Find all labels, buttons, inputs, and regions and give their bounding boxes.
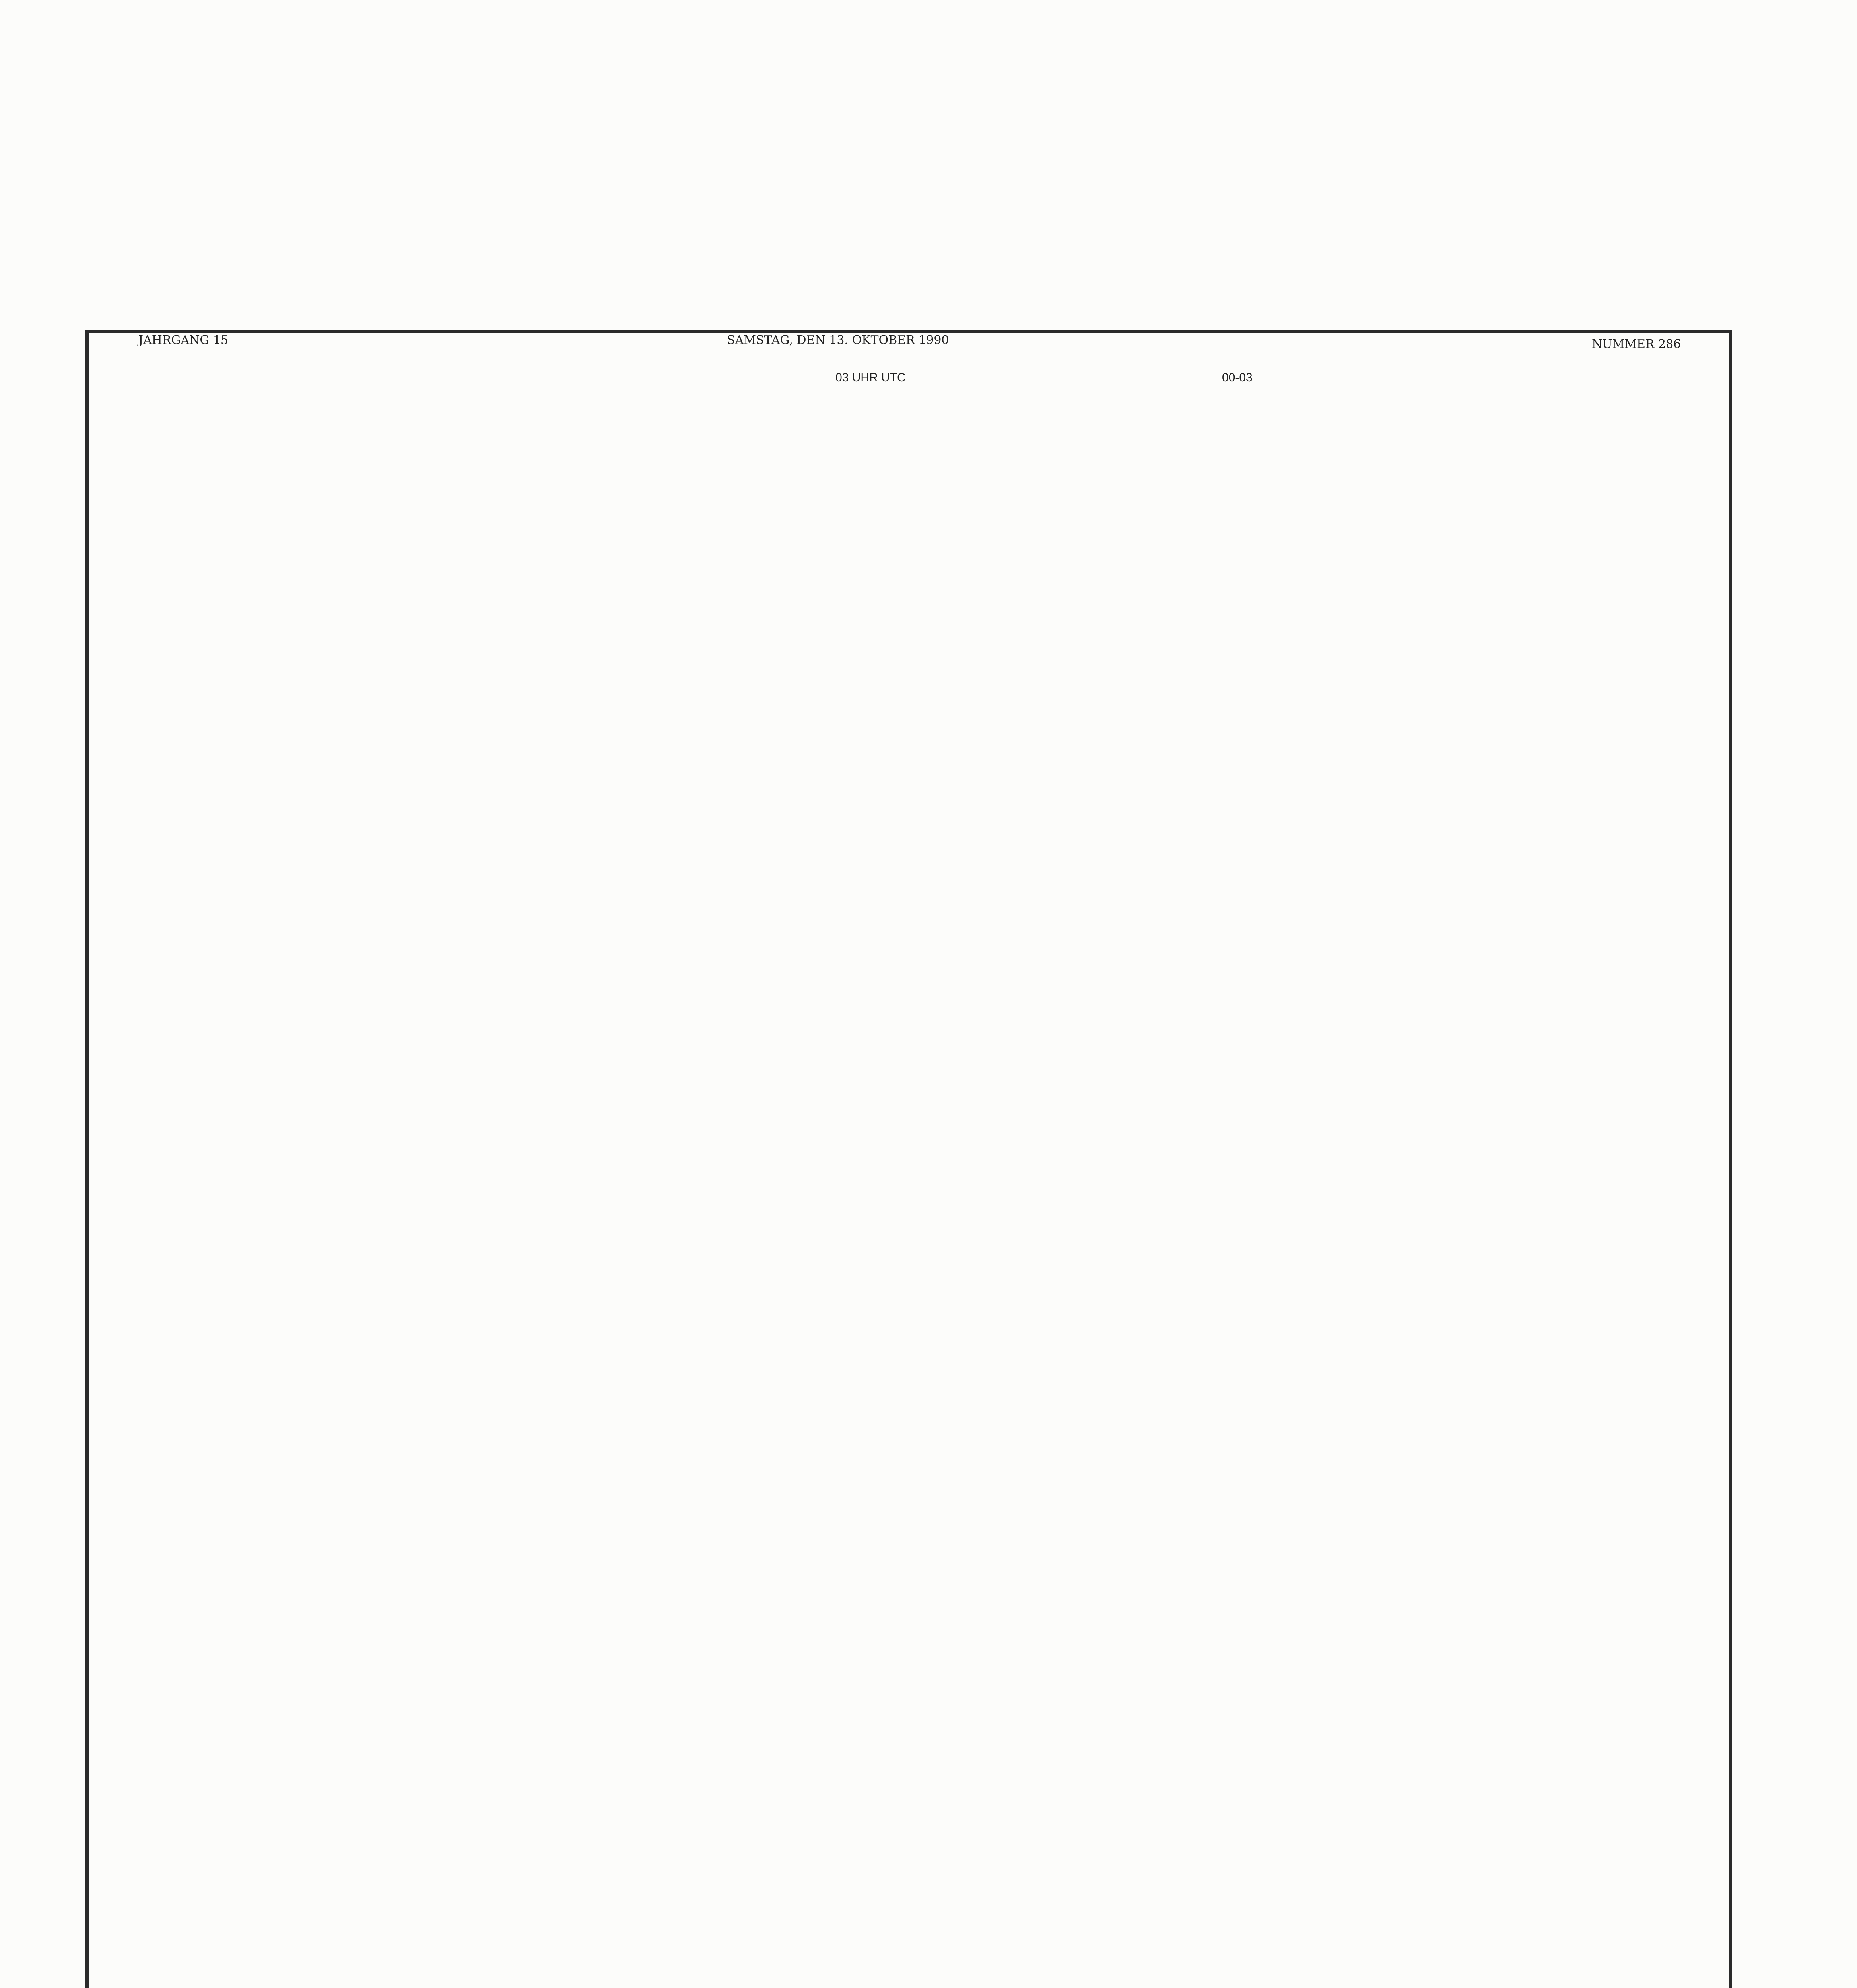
issue-number: NUMMER 286 <box>1592 337 1681 351</box>
volume-label: JAHRGANG 15 <box>138 333 228 347</box>
data-sheet <box>85 330 1732 1988</box>
date-label: SAMSTAG, DEN 13. OKTOBER 1990 <box>727 333 949 347</box>
station-table <box>113 393 1705 1988</box>
range-label: 00-03 <box>1222 371 1253 384</box>
time-label: 03 UHR UTC <box>835 371 906 384</box>
